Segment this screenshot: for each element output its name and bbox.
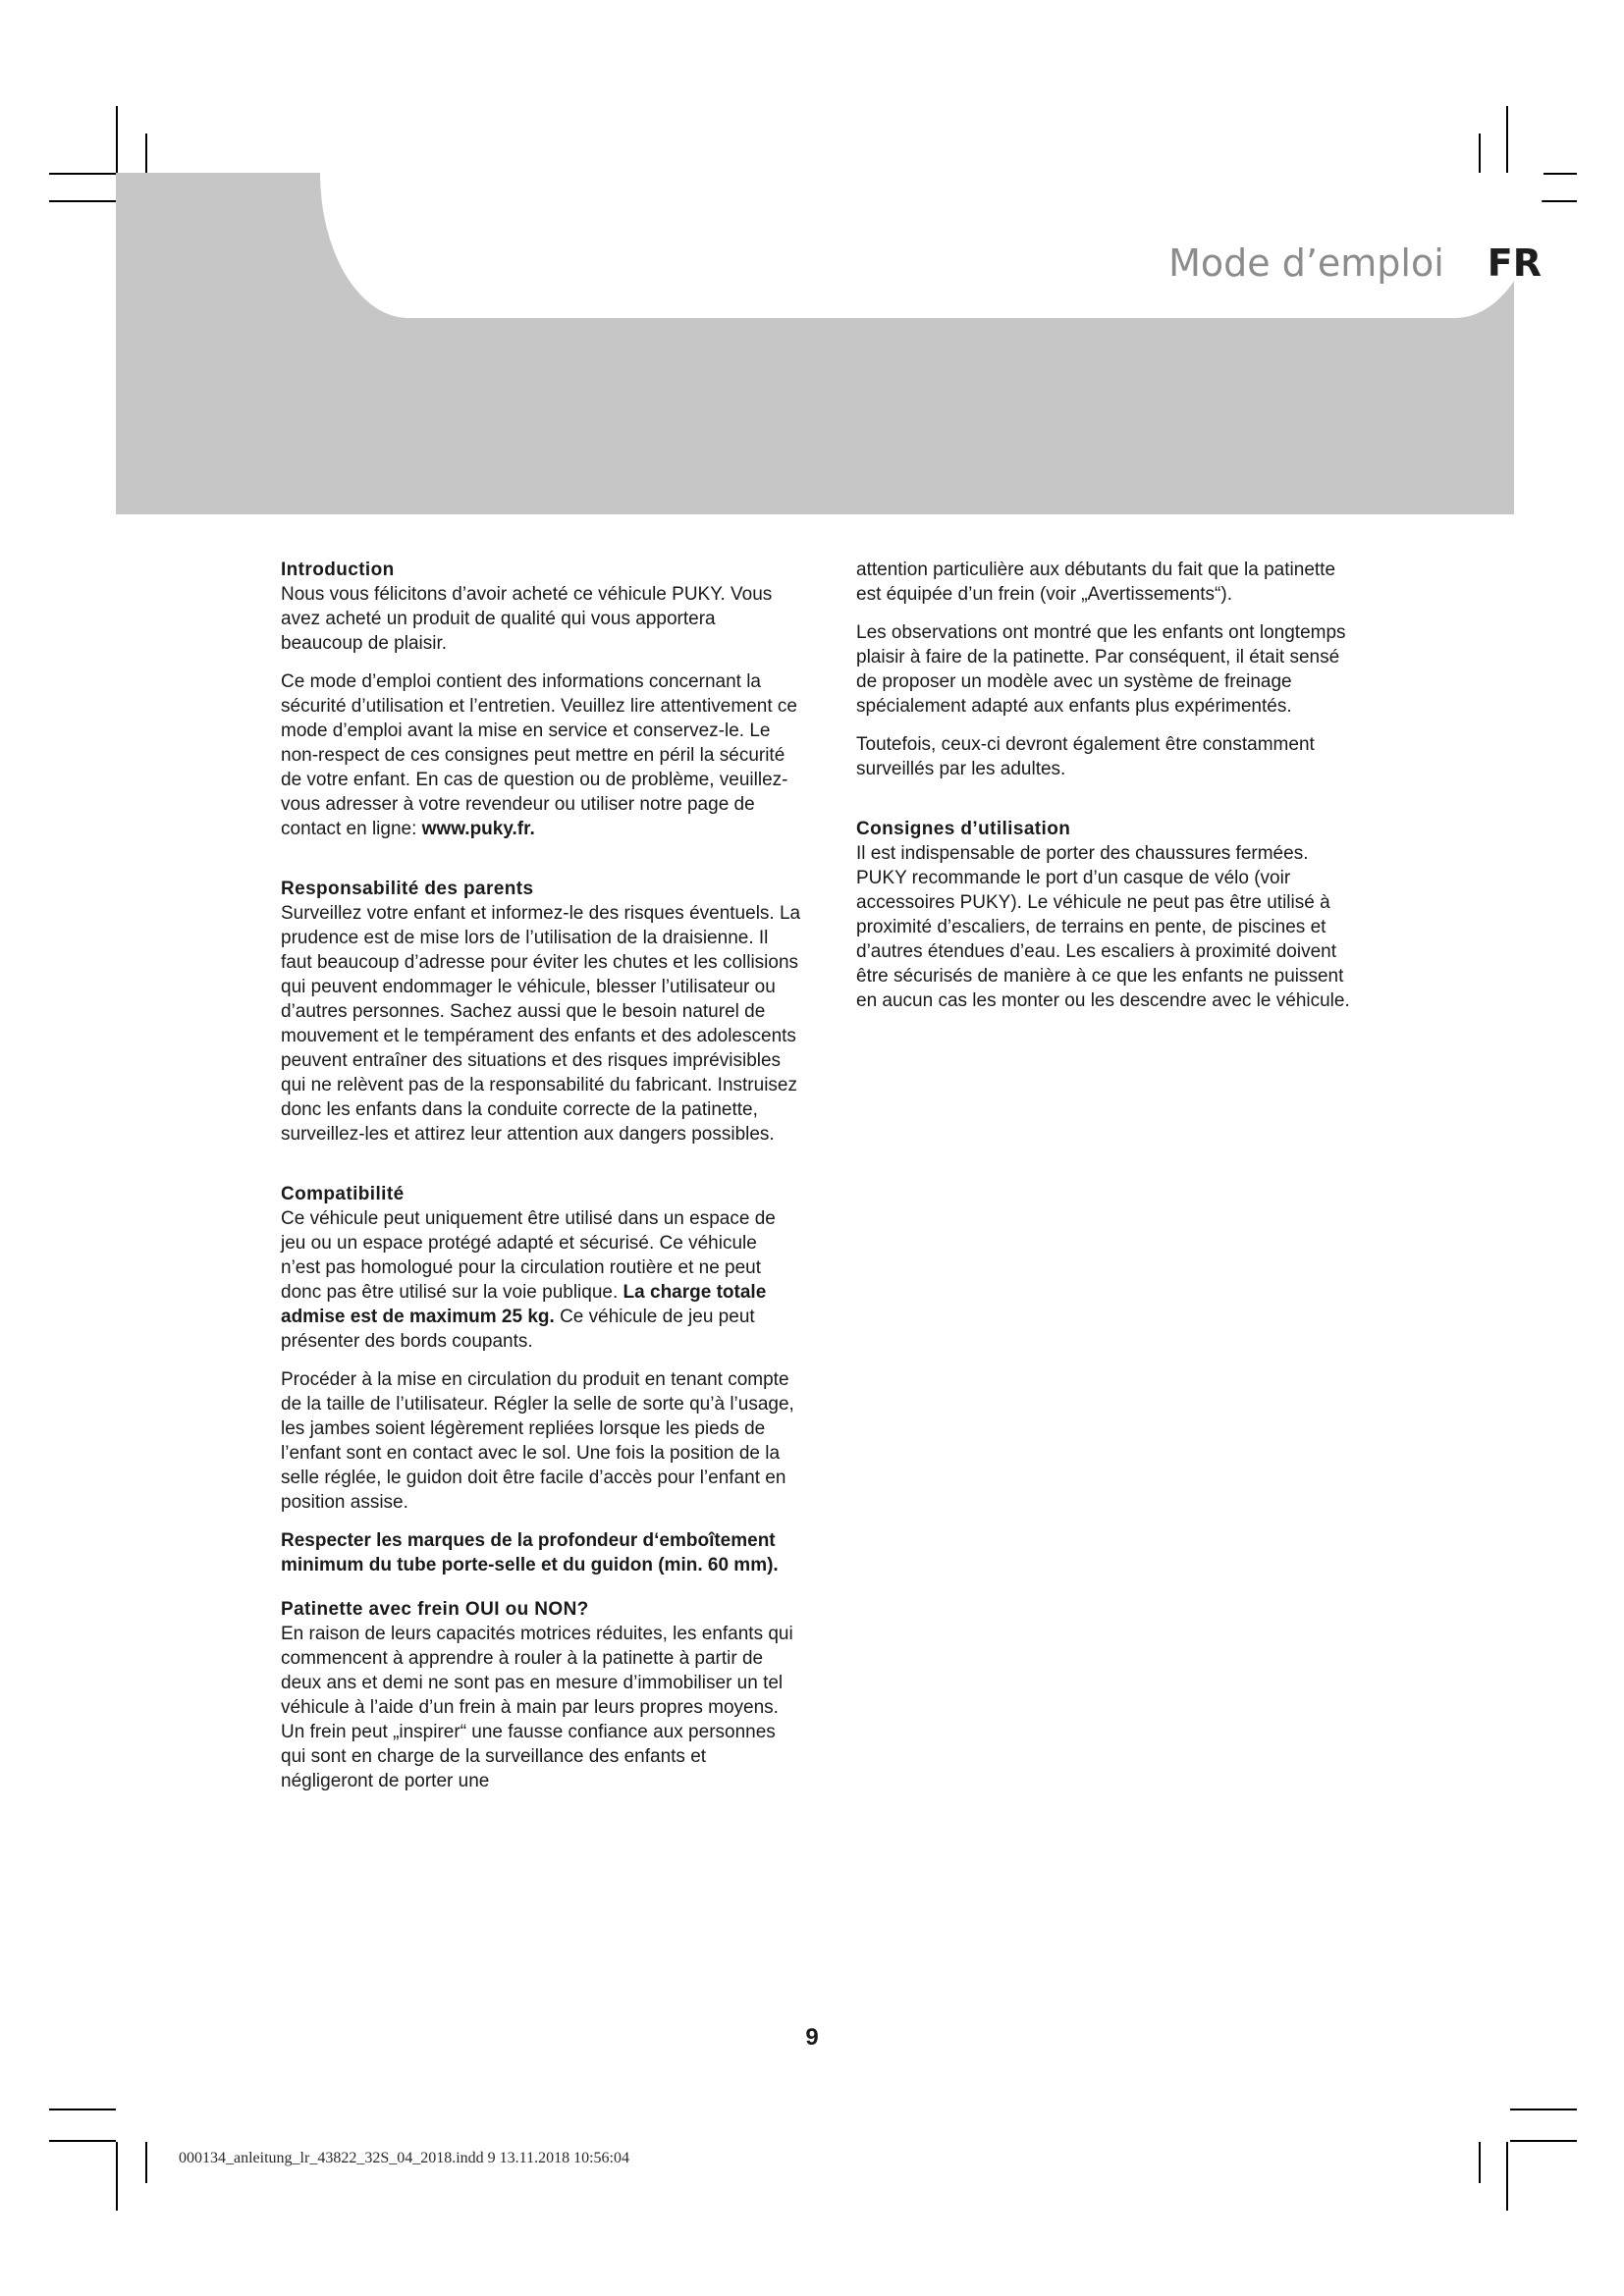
print-slug: 000134_anleitung_lr_43822_32S_04_2018.indd 9 13.11.2018 10:56:04 [179,2150,629,2166]
crop-mark [1479,133,1481,175]
language-code: FR [1487,241,1542,285]
intro-paragraph-safety [281,669,801,841]
crop-mark [1506,2142,1508,2211]
brake-cont-paragraph: attention particulière aux débutants du fait que la patinette est équipée d’un frein (voir „Avertissements“). [856,560,1336,605]
crop-mark [116,106,118,175]
header-band [116,173,1514,514]
crop-mark [116,2142,118,2211]
crop-mark [49,200,116,202]
section-heading-usage: Consignes d’utilisation [856,819,1071,839]
crop-mark [1506,106,1508,175]
crop-mark [145,133,147,175]
crop-mark [1510,2140,1577,2142]
compatibility-paragraph [281,1206,801,1354]
crop-mark [49,173,116,175]
usage-paragraph: Il est indispensable de porter des chaussures fermées. PUKY recommande le port d’un casque de vélo (voir accessoires PUKY). Le véhicule ne peut pas être utilisé à proximité d’escaliers, de terrains en pente, de piscines et d’autres étendues d’eau. Les escaliers à proximité doivent être sécurisés de manière à ce que les enfants ne puissent en aucun cas les monter ou les descendre avec le véhicule. [856,843,1350,1011]
section-heading-parents: Responsabilité des parents [281,879,534,899]
website-link[interactable]: www.puky.fr. [421,819,535,839]
crop-mark [49,2109,116,2110]
page-number: 9 [805,2024,819,2051]
section-heading-introduction: Introduction [281,560,395,580]
page-title [1168,241,1542,286]
crop-mark [1510,2109,1577,2110]
section-heading-compatibility: Compatibilité [281,1184,405,1204]
section-heading-brake: Patinette avec frein OUI ou NON? [281,1599,589,1620]
crop-mark [49,2140,116,2142]
brake-paragraph: En raison de leurs capacités motrices réduites, les enfants qui commencent à apprendre à rouler à la patinette à partir de deux ans et demi ne sont pas en mesure d’immobiliser un tel véhicule à l’aide d’un frein à main par leurs propres moyens. Un frein peut „inspirer“ une fausse confiance aux personnes qui sont en charge de la surveillance des enfants et négligeront de porter une [281,1624,793,1791]
supervision-paragraph: Toutefois, ceux-ci devront également être constamment surveillés par les adultes. [856,734,1315,779]
intro-paragraph: Nous vous félicitons d’avoir acheté ce véhicule PUKY. Vous avez acheté un produit de qualité qui vous apportera beaucoup de plaisir. [281,584,773,654]
insertion-depth-note: Respecter les marques de la profondeur d‘emboîtement minimum du tube porte-selle et du guidon (min. 60 mm). [281,1530,779,1575]
page-title-text: Mode d’emploi [1168,241,1444,285]
left-column [281,558,801,1807]
crop-mark [145,2142,147,2183]
max-load-warning: La charge totale admise est de maximum 25 kg. [281,1282,767,1327]
right-column [856,558,1361,1027]
compatibility-tail: Ce véhicule de jeu peut présenter des bords coupants. [281,1307,755,1352]
crop-mark [1479,2142,1481,2183]
intro-safety-text: Ce mode d’emploi contient des informations concernant la sécurité d’utilisation et l’entretien. Veuillez lire attentivement ce mode d’emploi avant la mise en service et conservez-le. Le non-respect de ces consignes peut mettre en péril la sécurité de votre enfant. En cas de question ou de problème, veuillez-vous adresser à votre revendeur ou utiliser notre page de contact en ligne: [281,671,797,839]
observations-paragraph: Les observations ont montré que les enfants ont longtemps plaisir à faire de la patinette. Par conséquent, il était sensé de proposer un modèle avec un système de freinage spécialement adapté aux enfants plus expérimentés. [856,622,1346,717]
compatibility-text: Ce véhicule peut uniquement être utilisé dans un espace de jeu ou un espace protégé adapté et sécurisé. Ce véhicule n’est pas homologué pour la circulation routière et ne peut donc pas être utilisé sur la voie publique. [281,1208,776,1303]
parents-paragraph: Surveillez votre enfant et informez-le des risques éventuels. La prudence est de mise lors de l’utilisation de la draisienne. Il faut beaucoup d’adresse pour éviter les chutes et les collisions qui peuvent endommager le véhicule, blesser l’utilisateur ou d’autres personnes. Sachez aussi que le besoin naturel de mouvement et le tempérament des enfants et des adolescents peuvent entraîner des situations et des risques imprévisibles qui ne relèvent pas de la responsabilité du fabricant. Instruisez donc les enfants dans la conduite correcte de la patinette, surveillez-les et attirez leur attention aux dangers possibles. [281,903,801,1145]
compatibility-paragraph-seat: Procéder à la mise en circulation du produit en tenant compte de la taille de l’utilisateur. Régler la selle de sorte qu’à l’usage, les jambes soient légèrement repliées lorsque les pieds de l’enfant sont en contact avec le sol. Une fois la position de la selle réglée, le guidon doit être facile d’accès pour l’enfant en position assise. [281,1369,794,1513]
